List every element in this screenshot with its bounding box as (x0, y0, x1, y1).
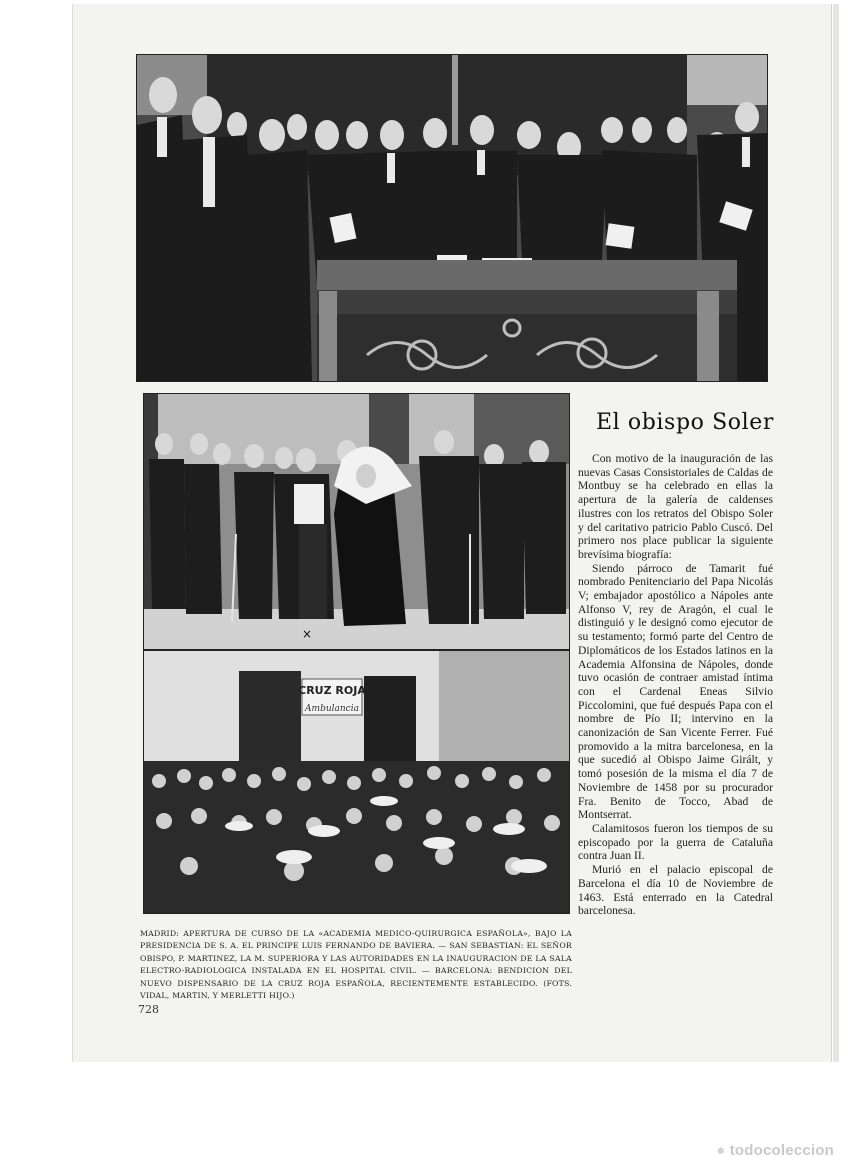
article-body (578, 452, 773, 918)
watermark-text: todocoleccion (729, 1142, 834, 1159)
ambulancia-sign-text: Ambulancia (305, 704, 359, 714)
watermark (716, 1142, 834, 1159)
article-title: El obispo Soler (596, 410, 774, 435)
photo-bishop-group-image (144, 394, 569, 649)
photo-cruz-roja-crowd (143, 650, 570, 914)
photo-academy-meeting-image (137, 55, 767, 381)
article-paragraph: Murió en el palacio episcopal de Barcelona el día 10 de Noviembre de 1463. Está enterrado en la Catedral barcelonesa. (578, 863, 773, 918)
cruz-roja-sign-text: CRUZ ROJA (298, 684, 366, 697)
watermark-logo-icon: ● (716, 1142, 726, 1159)
article-paragraph: Con motivo de la inauguración de las nuevas Casas Consistoriales de Caldas de Montbuy se ha celebrado en ellas la apertura de la galería de caldenses ilustres con los retratos del Obispo Soler y del caritativo patricio Pablo Cuscó. Del primero nos place publicar la siguiente brevísima biografía: (578, 452, 773, 561)
article-paragraph: Calamitosos fueron los tiempos de su episcopado por la guerra de Cataluña contra Juan II. (578, 821, 773, 863)
page-number: 728 (138, 1003, 159, 1016)
photo-academy-meeting (136, 54, 768, 382)
photo-caption: MADRID: APERTURA DE CURSO DE LA «ACADEMIA MEDICO-QUIRURGICA ESPAÑOLA», BAJO LA PRESIDENCIA DE S. A. EL PRINCIPE LUIS FERNANDO DE BAVIERA. — SAN SEBASTIAN: EL SEÑOR OBISPO, P. MARTINEZ, LA M. SUPERIORA Y LAS AUTORIDADES EN LA INAUGURACION DE LA SALA ELECTRO-RADIOLOGICA INSTALADA EN EL HOSPITAL CIVIL. — BARCELONA: BENDICION DEL NUEVO DISPENSARIO DE LA CRUZ ROJA ESPAÑOLA, RECIENTEMENTE ESTABLECIDO. (FOTS. VIDAL, MARTIN, Y MERLETTI HIJO.) (140, 929, 572, 1001)
article-paragraph: Siendo párroco de Tamarit fué nombrado Penitenciario del Papa Nicolás V; embajador apostólico a Nápoles ante Alfonso V, rey de Aragón, el cual le distinguió y le designó como ejecutor de su testamento; formó parte del Centro de Diplomáticos de los Estados latinos en la Academia Alfonsina de Nápoles, donde tuvo ocasión de contraer amistad íntima con el Cardenal Eneas Silvio Piccolomini, que fué después Papa con el nombre de Pío II; intervino en la canonización de San Vicente Ferrer. Fué promovido a la mitra barcelonesa, en la que sucedió al Obispo Jaime Girált, y tomó posesión de la misma el día 7 de Noviembre de 1458 por su procurador Fra. Benito de Tocco, Abad de Montserrat. (578, 561, 773, 822)
photo-cross-mark: × (302, 627, 313, 641)
photo-cruz-roja-crowd-image (144, 651, 569, 913)
photo-bishop-group (143, 393, 570, 650)
